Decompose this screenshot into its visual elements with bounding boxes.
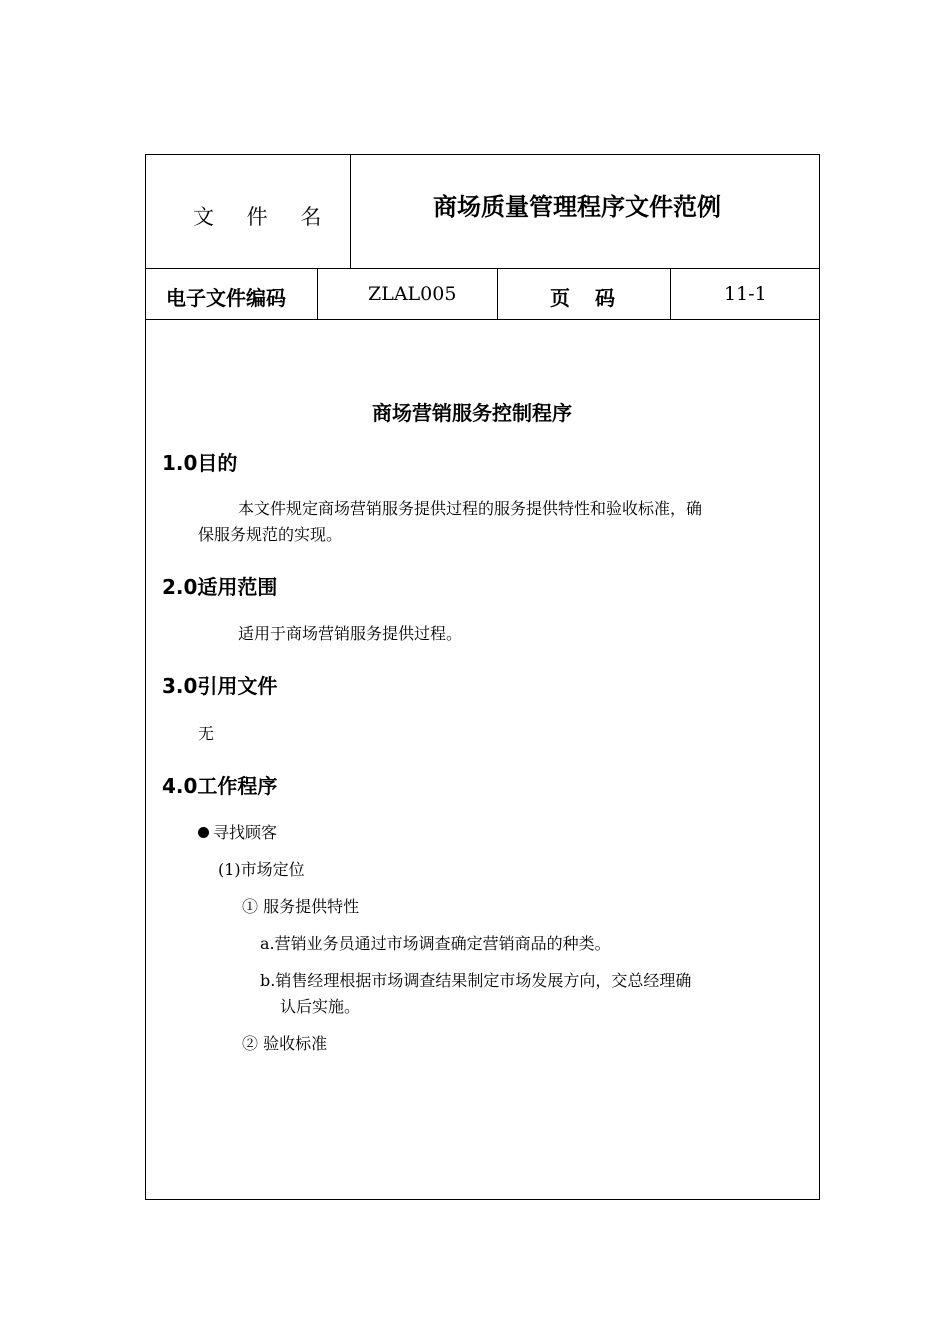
list-item-1-1-b-line1: b.销售经理根据市场调查结果制定市场发展方向，交总经理确 <box>260 971 692 990</box>
filename-value: 商场质量管理程序文件范例 <box>433 193 721 221</box>
filename-label-cell <box>146 155 351 268</box>
code-label-cell <box>146 269 318 319</box>
filename-value-cell <box>351 155 819 268</box>
list-item-1-1-b-line2: 认后实施。 <box>280 997 361 1016</box>
page-label: 页 码 <box>550 286 615 310</box>
header-row-code <box>146 269 819 320</box>
code-value-cell <box>318 269 498 319</box>
list-item-1-2: ② 验收标准 <box>242 1034 328 1053</box>
section-1-paragraph-line2: 保服务规范的实现。 <box>198 525 343 544</box>
section-heading-4: 4.0工作程序 <box>162 774 278 798</box>
list-item-1-1: ① 服务提供特性 <box>242 897 360 916</box>
bullet-dot-icon <box>198 827 209 838</box>
bullet-text: 寻找顾客 <box>213 823 278 842</box>
header-row-filename <box>146 155 819 269</box>
code-label: 电子文件编码 <box>166 286 286 310</box>
bullet-item <box>198 820 277 843</box>
page-value-cell <box>671 269 819 319</box>
document-title: 商场营销服务控制程序 <box>372 401 572 425</box>
section-3-paragraph: 无 <box>198 724 215 743</box>
section-heading-3: 3.0引用文件 <box>162 674 278 698</box>
section-heading-2: 2.0适用范围 <box>162 575 278 599</box>
filename-label: 文 件 名 <box>193 205 328 229</box>
code-value: ZLAL005 <box>368 283 457 305</box>
section-2-paragraph: 适用于商场营销服务提供过程。 <box>238 624 463 643</box>
section-1-paragraph-line1: 本文件规定商场营销服务提供过程的服务提供特性和验收标准，确 <box>238 499 703 518</box>
list-item-1: (1)市场定位 <box>218 860 305 879</box>
page-value: 11-1 <box>724 283 767 305</box>
list-item-1-1-a: a.营销业务员通过市场调查确定营销商品的种类。 <box>260 934 611 953</box>
section-heading-1: 1.0目的 <box>162 451 238 475</box>
page-label-cell <box>498 269 671 319</box>
